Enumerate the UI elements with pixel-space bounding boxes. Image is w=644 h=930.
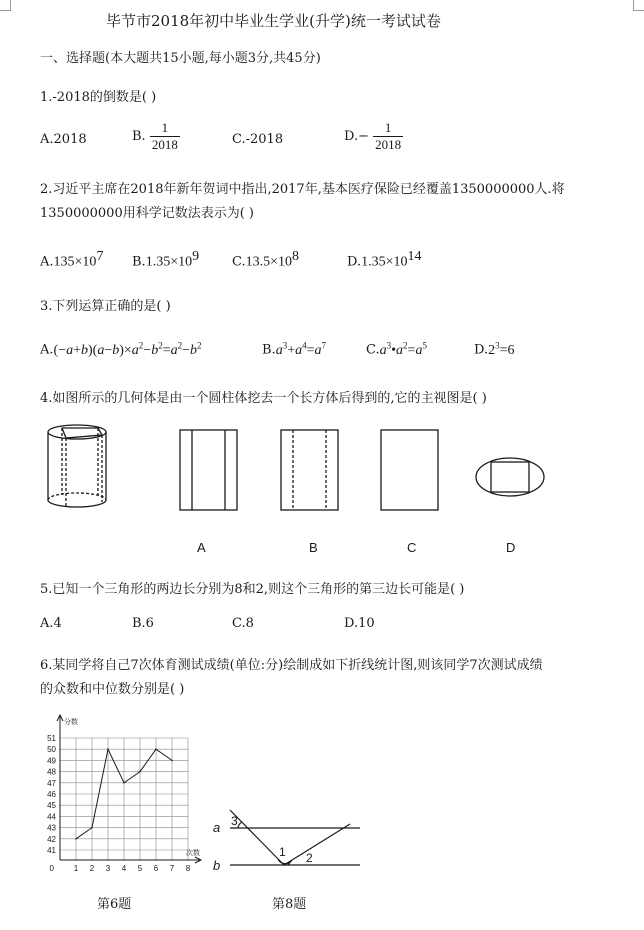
q6-stem-line1: 6.某同学将自己7次体育测试成绩(单位:分)绘制成如下折线统计图,则该同学7次测试成绩: [40, 658, 543, 673]
x-tick-label: 1: [73, 864, 79, 873]
corner-mark-top-right: [633, 0, 644, 11]
y-axis-title: 分数: [64, 719, 78, 726]
chart-axes: [57, 715, 201, 863]
q2-option-c: $C.13.5\times 10^8$: [232, 249, 300, 270]
y-tick-label: 43: [47, 823, 56, 833]
chart-grid: [60, 738, 188, 860]
q1-b-denominator: 2018: [151, 137, 178, 152]
q5-option-a: A.4: [40, 616, 62, 631]
q4-figures: [40, 420, 560, 520]
x-tick-label: 3: [105, 864, 111, 873]
q1-d-denominator: 2018: [375, 137, 402, 152]
x-tick-label: 7: [169, 864, 175, 873]
q4-label-a: A: [197, 540, 206, 555]
q1-d-numerator: 1: [384, 120, 392, 135]
q4-label-c: C: [407, 540, 417, 555]
q1-stem: 1.-2018的倒数是( ): [40, 90, 157, 105]
x-axis-title: 次数: [186, 850, 200, 857]
label-a: a: [213, 820, 221, 835]
q4-label-b: B: [309, 540, 318, 555]
q3-option-c: $C.a^3•a^2=a^5$: [366, 340, 427, 358]
chart-tick-labels: [47, 717, 200, 873]
q1-option-d: D.− $\frac{1}{2018}$: [344, 120, 402, 152]
q5-option-c: C.8: [232, 616, 254, 631]
data-point: [171, 760, 173, 762]
x-tick-label: 5: [137, 864, 143, 873]
data-point: [123, 782, 125, 784]
caption-fig8: 第8题: [272, 897, 307, 912]
q2-stem-line2: 1350000000用科学记数法表示为( ): [40, 206, 254, 221]
data-point: [107, 748, 109, 750]
q8-figure: [208, 800, 368, 875]
q4-solid-figure: [48, 425, 106, 507]
x-tick-label: 2: [89, 864, 95, 873]
y-tick-label: 51: [47, 734, 56, 743]
y-tick-label: 48: [47, 767, 56, 777]
section-header: 一、选择题(本大题共15小题,每小题3分,共45分): [40, 51, 321, 66]
q4-view-a: [180, 430, 237, 510]
q4-view-c: [381, 430, 438, 510]
q2-option-d: $D.1.35\times 10^{14}$: [347, 249, 422, 270]
data-point: [139, 771, 141, 773]
q6-line-chart: [40, 712, 210, 877]
angle-1-label: 1: [279, 845, 286, 859]
label-b: b: [213, 858, 221, 873]
q4-stem: 4.如图所示的几何体是由一个圆柱体挖去一个长方体后得到的,它的主视图是( ): [40, 391, 487, 406]
q2-stem-line1: 2.习近平主席在2018年新年贺词中指出,2017年,基本医疗保险已经覆盖1350000000人.将: [40, 182, 565, 197]
q4-view-d: [476, 458, 544, 496]
x-tick-label: 8: [185, 864, 191, 873]
y-tick-label: 47: [47, 778, 56, 788]
q1-option-a: A.2018: [40, 132, 87, 147]
transversal-left: [230, 810, 284, 865]
y-tick-label: 42: [47, 834, 56, 844]
data-point: [155, 748, 157, 750]
q4-label-d: D: [506, 540, 516, 555]
corner-mark-top-left: [0, 0, 11, 11]
q3-option-b: $B.a^3+a^4=a^7$: [262, 340, 326, 358]
q4-view-b: [281, 430, 338, 510]
x-tick-label: 6: [153, 864, 159, 873]
transversal-right: [284, 824, 350, 865]
y-tick-label: 44: [47, 812, 56, 822]
y-tick-label: 46: [47, 790, 56, 799]
x-tick-label: 4: [121, 864, 127, 873]
data-point: [75, 838, 77, 840]
y-tick-label: 45: [47, 801, 56, 811]
q3-option-a: $A.(-a+b)(a-b)\times a^2-b^2=a^2-b^2$: [40, 340, 202, 358]
angle-3-label: 3: [231, 814, 238, 828]
q1-b-numerator: 1: [161, 120, 169, 135]
q5-stem: 5.已知一个三角形的两边长分别为8和2,则这个三角形的第三边长可能是( ): [40, 582, 465, 597]
q2-option-a: $A.135\times 10^7$: [40, 249, 104, 270]
q3-option-d: $D.2^3=6$: [474, 340, 515, 358]
caption-fig6: 第6题: [97, 897, 132, 912]
q2-option-b: $B.1.35\times 10^9$: [132, 249, 200, 270]
data-point: [91, 827, 93, 829]
y-tick-label: 41: [47, 846, 56, 855]
q5-option-d: D.10: [344, 616, 375, 631]
q1-option-c: C.-2018: [232, 132, 284, 147]
q5-option-b: B.6: [132, 616, 154, 631]
angle-2-label: 2: [306, 851, 313, 865]
angle-3-arc: [238, 822, 242, 828]
q3-stem: 3.下列运算正确的是( ): [40, 299, 171, 314]
q1-option-b: B. $\frac{1}{2018}$: [132, 120, 178, 152]
y-tick-label: 49: [47, 756, 56, 766]
q6-stem-line2: 的众数和中位数分别是( ): [40, 682, 185, 697]
exam-title: 毕节市2018年初中毕业生学业(升学)统一考试试卷: [106, 12, 441, 30]
origin-label: 0: [49, 864, 54, 873]
y-tick-label: 50: [47, 745, 56, 755]
